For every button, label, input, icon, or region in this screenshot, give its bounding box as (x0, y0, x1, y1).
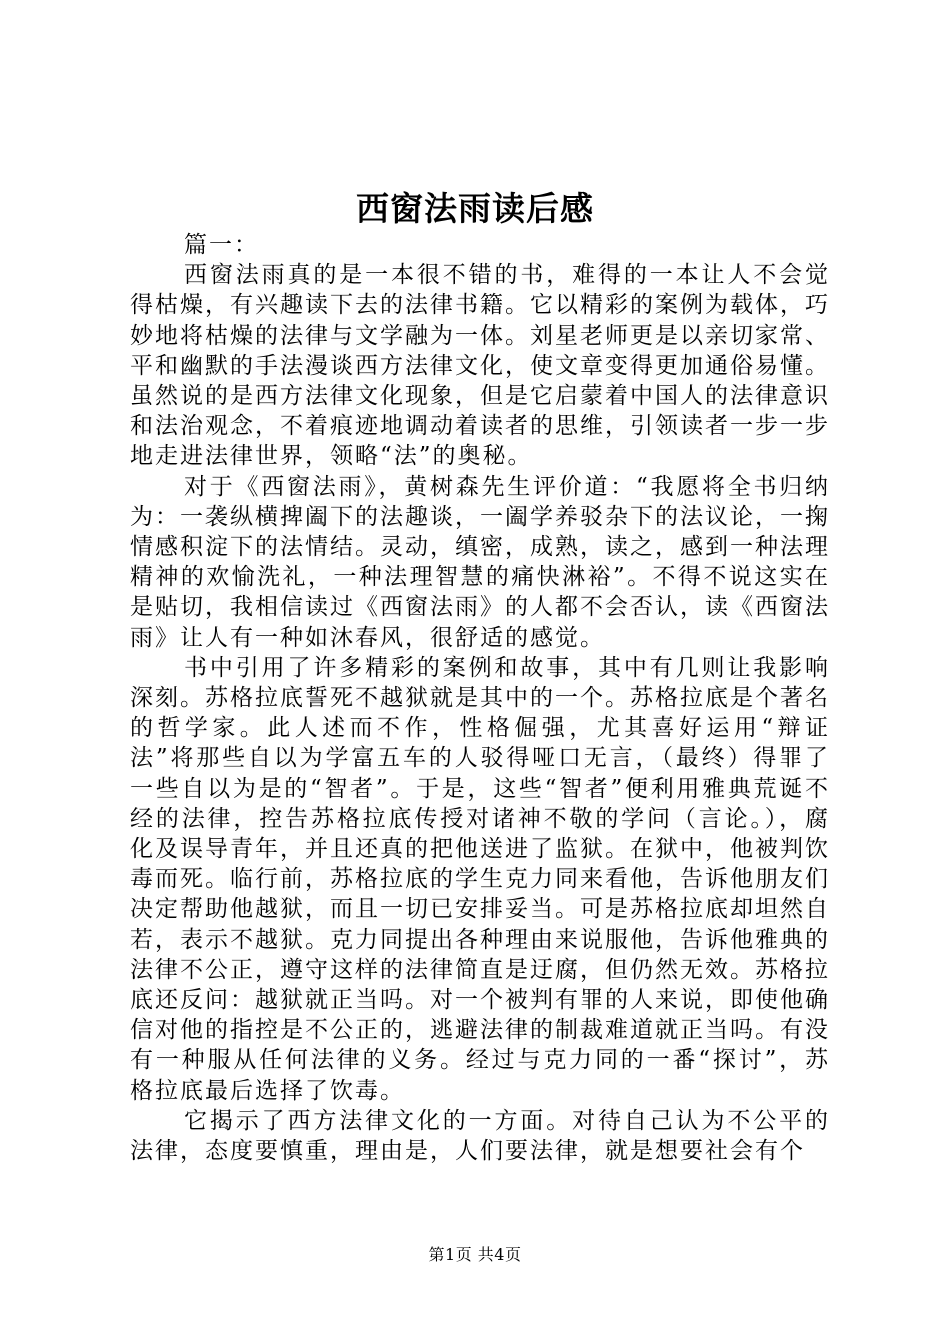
paragraph: 西窗法雨真的是一本很不错的书，难得的一本让人不会觉得枯燥，有兴趣读下去的法律书籍。它以精彩的案例为载体，巧妙地将枯燥的法律与文学融为一体。刘星老师更是以亲切家常、平和幽默的手法漫谈西方法律文化，使文章变得更加通俗易懂。虽然说的是西方法律文化现象，但是它启蒙着中国人的法律意识和法治观念，不着痕迹地调动着读者的思维，引领读者一步一步地走进法律世界，领略“法”的奥秘。 (130, 262, 830, 470)
paragraph: 它揭示了西方法律文化的一方面。对待自己认为不公平的法律，态度要慎重，理由是，人们要法律，就是想要社会有个 (130, 1107, 830, 1165)
page-footer: 第1页 共4页 (428, 1245, 522, 1264)
paragraph: 对于《西窗法雨》，黄树森先生评价道：“我愿将全书归纳为：一袭纵横捭阖下的法趣谈，一阖学养驳杂下的法议论，一掬情感积淀下的法情结。灵动，缜密，成熟，读之，感到一种法理精神的欢愉洗礼，一种法理智慧的痛快淋裕”。不得不说这实在是贴切，我相信读过《西窗法雨》的人都不会否认，读《西窗法雨》让人有一种如沐春风，很舒适的感觉。 (130, 473, 830, 651)
paragraph: 书中引用了许多精彩的案例和故事，其中有几则让我影响深刻。苏格拉底誓死不越狱就是其中的一个。苏格拉底是个著名的哲学家。此人述而不作，性格倔强，尤其喜好运用“辩证法”将那些自以为学富五车的人驳得哑口无言，（最终）得罪了一些自以为是的“智者”。于是，这些“智者”便利用雅典荒诞不经的法律，控告苏格拉底传授对诸神不敬的学问（言论。），腐化及误导青年，并且还真的把他送进了监狱。在狱中，他被判饮毒而死。临行前，苏格拉底的学生克力同来看他，告诉他朋友们决定帮助他越狱，而且一切已安排妥当。可是苏格拉底却坦然自若，表示不越狱。克力同提出各种理由来说服他，告诉他雅典的法律不公正，遵守这样的法律简直是迂腐，但仍然无效。苏格拉底还反问：越狱就正当吗。对一个被判有罪的人来说，即使他确信对他的指控是不公正的，逃避法律的制裁难道就正当吗。有没有一种服从任何法律的义务。经过与克力同的一番“探讨”，苏格拉底最后选择了饮毒。 (130, 654, 830, 1104)
section-label: 篇一： (184, 232, 259, 258)
document-body (130, 230, 830, 1166)
document-title: 西窗法雨读后感 (356, 189, 594, 228)
